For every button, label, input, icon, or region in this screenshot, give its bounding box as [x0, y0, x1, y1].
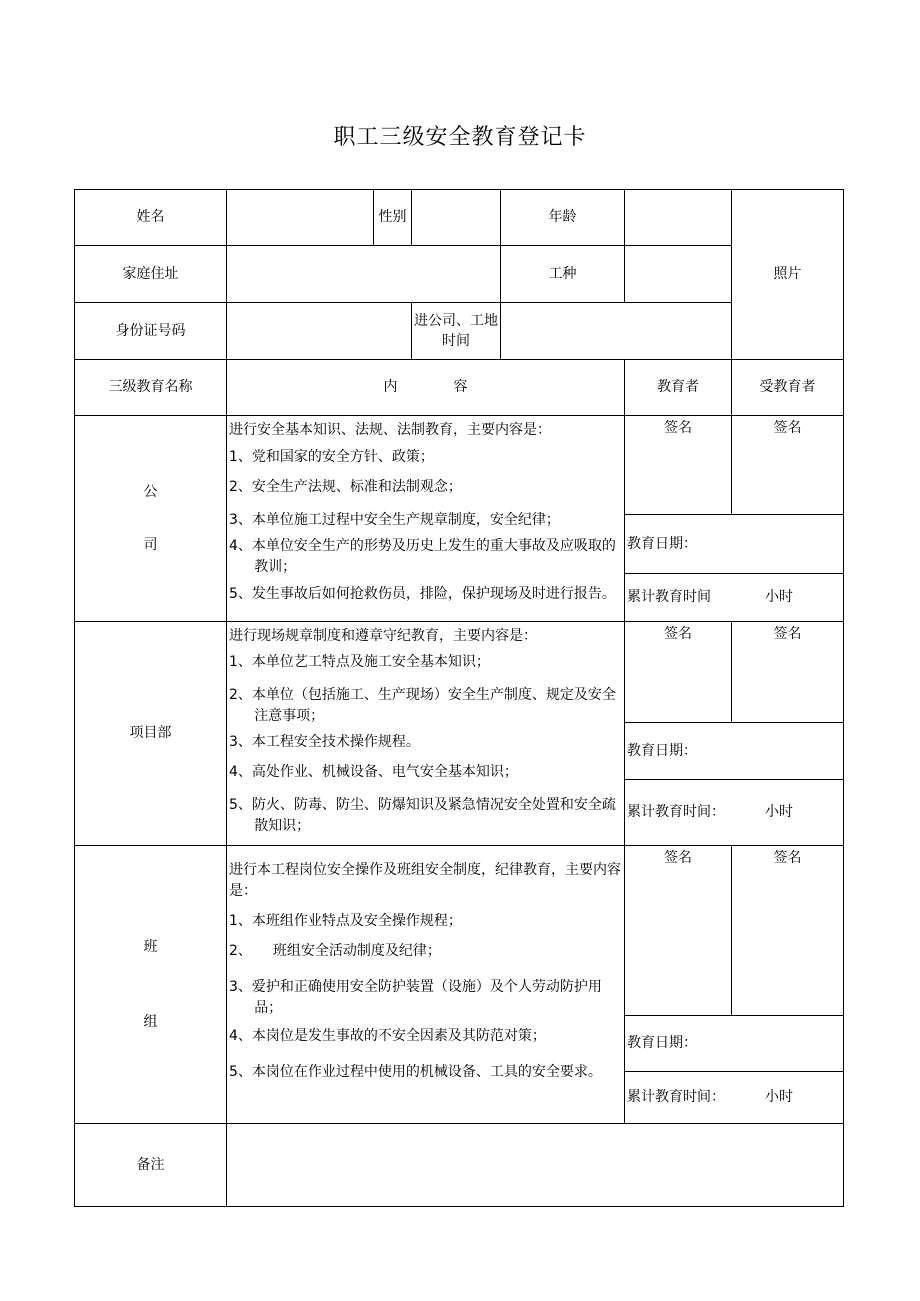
team-duration-label: 累计教育时间： [627, 1089, 725, 1105]
team-item-3: 3、爱护和正确使用安全防护装置（设施）及个人劳动防护用品； [229, 979, 602, 1016]
company-level-label [75, 416, 227, 622]
project-item-4: 4、高处作业、机械设备、电气安全基本知识； [229, 764, 518, 780]
photo-label: 照片 [773, 266, 802, 282]
name-label: 姓名 [75, 190, 227, 246]
address-field[interactable] [227, 246, 501, 303]
project-duration-label: 累计教育时间： [627, 804, 725, 820]
gender-label: 性别 [374, 190, 412, 246]
team-educatee-sign-label: 签名 [773, 850, 802, 866]
project-item-5: 5、防火、防毒、防尘、防爆知识及紧急情况安全处置和安全疏散知识； [229, 797, 616, 834]
project-date-label: 教育日期： [627, 742, 697, 759]
team-label-char1: 班 [143, 938, 158, 955]
id-number-label: 身份证号码 [75, 303, 227, 360]
project-item-2: 2、本单位（包括施工、生产现场）安全生产制度、规定及安全注意事项； [229, 687, 616, 724]
company-label-char2: 司 [143, 536, 158, 553]
team-education-duration[interactable] [625, 1072, 844, 1124]
entry-date-label [412, 303, 501, 360]
entry-date-label-line2: 时间 [442, 333, 470, 349]
team-level-label [75, 846, 227, 1124]
company-label-char1: 公 [143, 483, 158, 500]
company-item-4: 4、本单位安全生产的形势及历史上发生的重大事故及应吸取的教训； [229, 538, 616, 575]
project-intro: 进行现场规章制度和遵章守纪教育，主要内容是： [229, 628, 537, 644]
entry-date-label-line1: 进公司、工地 [414, 313, 498, 329]
content-header: 内 容 [227, 360, 625, 416]
photo-box[interactable] [732, 190, 844, 360]
company-educatee-signature[interactable] [732, 416, 844, 515]
company-content [227, 416, 625, 622]
company-education-date[interactable] [625, 515, 844, 574]
team-educatee-signature[interactable] [732, 846, 844, 1016]
company-item-2: 2、安全生产法规、标准和法制观念； [229, 479, 462, 495]
remarks-label: 备注 [75, 1124, 227, 1207]
level-header: 三级教育名称 [75, 360, 227, 416]
project-educatee-signature[interactable] [732, 622, 844, 723]
id-number-field[interactable] [227, 303, 412, 360]
team-hours-unit: 小时 [765, 1089, 793, 1105]
job-type-field[interactable] [625, 246, 732, 303]
project-education-duration[interactable] [625, 780, 844, 846]
educatee-header: 受教育者 [732, 360, 844, 416]
project-educatee-sign-label: 签名 [773, 626, 802, 642]
name-field[interactable] [227, 190, 374, 246]
company-educator-sign-label: 签名 [664, 420, 692, 436]
project-level-label: 项目部 [75, 622, 227, 846]
age-label: 年龄 [501, 190, 625, 246]
team-educator-signature[interactable] [625, 846, 732, 1016]
team-date-label: 教育日期： [627, 1035, 697, 1051]
team-item-4: 4、本岗位是发生事故的不安全因素及其防范对策； [229, 1028, 546, 1044]
project-education-date[interactable] [625, 723, 844, 780]
team-item-5: 5、本岗位在作业过程中使用的机械设备、工具的安全要求。 [229, 1064, 602, 1080]
team-item-2: 2、 班组安全活动制度及纪律； [229, 943, 441, 959]
page-title: 职工三级安全教育登记卡 [333, 125, 587, 150]
project-item-3: 3、本工程安全技术操作规程。 [229, 734, 420, 750]
company-item-1: 1、党和国家的安全方针、政策； [229, 449, 434, 465]
registration-table [74, 189, 844, 1207]
company-education-duration[interactable] [625, 574, 844, 622]
gender-field[interactable] [412, 190, 501, 246]
company-hours-unit: 小时 [765, 589, 793, 605]
project-educator-sign-label: 签名 [664, 626, 692, 642]
team-educator-sign-label: 签名 [664, 850, 692, 866]
team-intro: 进行本工程岗位安全操作及班组安全制度，纪律教育，主要内容是： [229, 862, 621, 899]
age-field[interactable] [625, 190, 732, 246]
team-content [227, 846, 625, 1124]
team-item-1: 1、本班组作业特点及安全操作规程； [229, 913, 462, 929]
company-educator-signature[interactable] [625, 416, 732, 515]
remarks-field[interactable] [227, 1124, 844, 1207]
entry-date-field[interactable] [501, 303, 732, 360]
job-type-label: 工种 [501, 246, 625, 303]
company-item-3: 3、本单位施工过程中安全生产规章制度，安全纪律； [229, 512, 560, 528]
company-date-label: 教育日期： [627, 535, 697, 552]
team-label-char2: 组 [143, 1013, 158, 1030]
project-hours-unit: 小时 [765, 804, 793, 820]
company-item-5: 5、发生事故后如何抢救伤员，排险，保护现场及时进行报告。 [229, 586, 616, 602]
educator-header: 教育者 [625, 360, 732, 416]
company-educatee-sign-label: 签名 [773, 420, 802, 436]
company-duration-label: 累计教育时间 [627, 589, 711, 605]
team-education-date[interactable] [625, 1016, 844, 1072]
company-intro: 进行安全基本知识、法规、法制教育，主要内容是： [229, 422, 551, 438]
project-item-1: 1、本单位艺工特点及施工安全基本知识； [229, 654, 490, 670]
project-educator-signature[interactable] [625, 622, 732, 723]
project-content [227, 622, 625, 846]
address-label: 家庭住址 [75, 246, 227, 303]
